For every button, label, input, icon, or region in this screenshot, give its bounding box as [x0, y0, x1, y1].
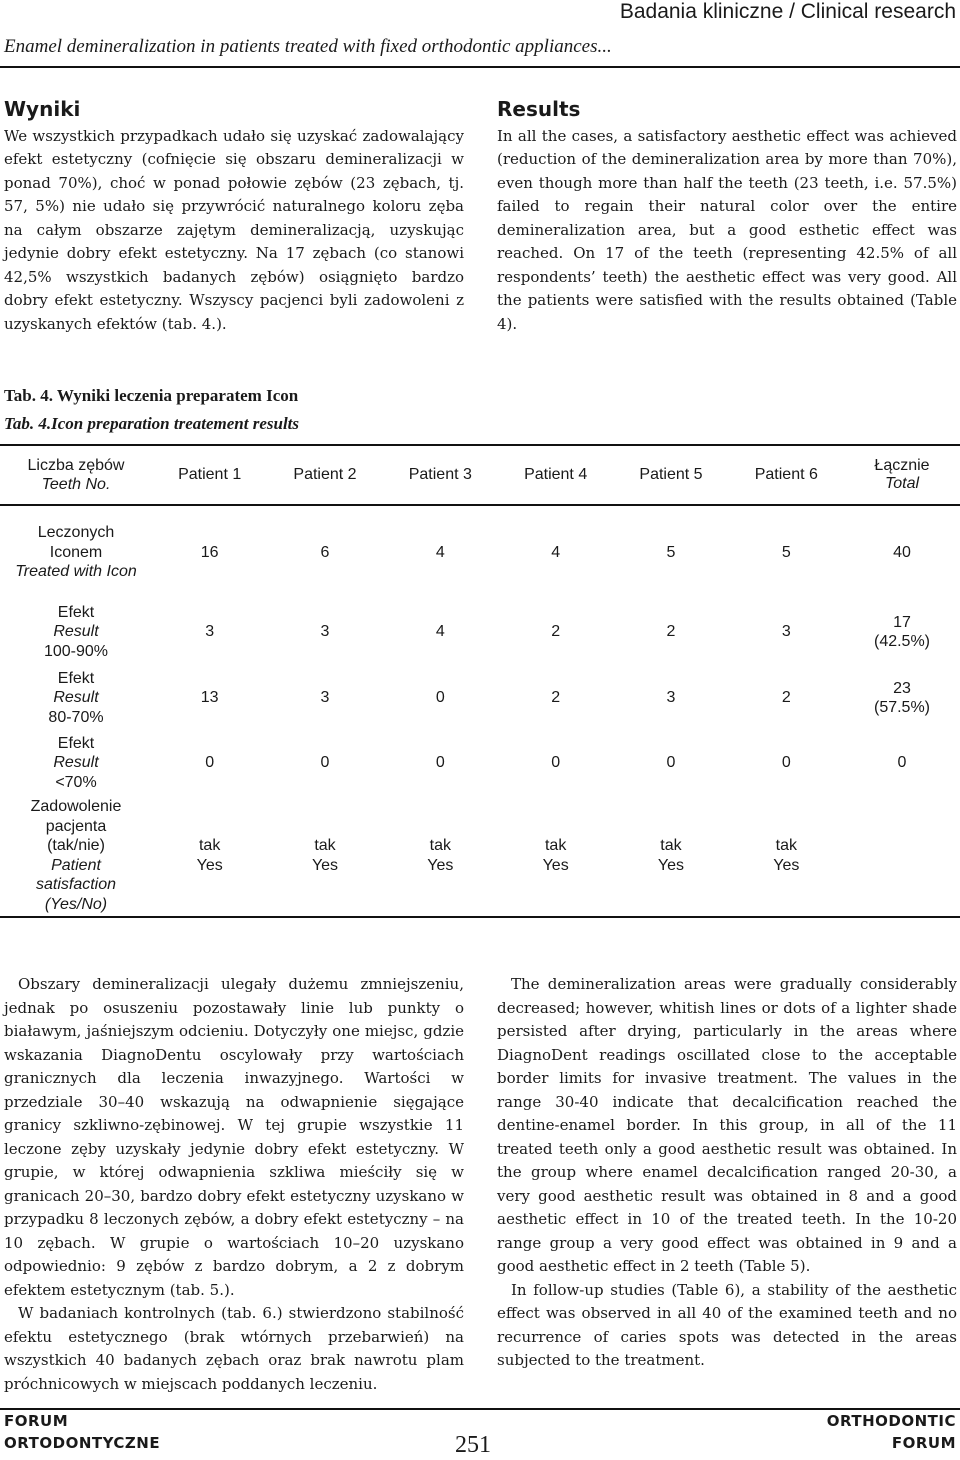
table-cell: 3: [205, 623, 215, 640]
table-cell: 0: [435, 754, 445, 771]
table-total-cell: [844, 795, 960, 917]
row-label-pl: Zadowolenie: [30, 798, 122, 815]
total-percent: (42.5%): [873, 633, 931, 650]
row-label-en: Result: [53, 689, 99, 707]
results-table: [0, 444, 960, 918]
table-cell: 2: [551, 689, 561, 706]
row-label-pl: Efekt: [57, 734, 95, 752]
value-pl: tak: [314, 837, 336, 854]
value-en: Yes: [773, 856, 800, 874]
table-row: [0, 665, 960, 731]
table-row: [0, 505, 960, 599]
table-cell: [729, 795, 844, 917]
header-total-en: Total: [884, 475, 920, 492]
value-en: Yes: [196, 856, 223, 874]
row-label: [0, 505, 152, 599]
header-rule: [0, 66, 960, 68]
results-en-heading: Results: [497, 97, 581, 121]
row-label-en: Result: [53, 623, 99, 641]
header-total-cell: [844, 445, 960, 505]
results-pl-heading: Wyniki: [4, 97, 81, 121]
table-cell: 5: [666, 543, 676, 561]
table-cell: 0: [551, 754, 561, 771]
table-cell: 13: [200, 689, 219, 706]
results-pl-section: [4, 98, 464, 336]
value-pl: tak: [660, 837, 682, 854]
table-row: [0, 599, 960, 665]
table-cell: 2: [551, 623, 561, 640]
row-label: [0, 599, 152, 665]
table-cell: [498, 795, 613, 917]
table-caption-en: Tab. 4.Icon preparation treatement results: [4, 414, 300, 433]
row-label-range: <70%: [55, 773, 97, 791]
footer-journal-pl: [4, 1410, 160, 1454]
header-patient-3: Patient 3: [383, 445, 498, 505]
header-label-cell: [0, 445, 152, 505]
row-label-range: 100-90%: [43, 642, 109, 660]
row-label-pl: Leczonych: [37, 524, 115, 542]
table-total-cell: [844, 665, 960, 731]
row-label-en: satisfaction: [35, 876, 117, 893]
running-title: Enamel demineralization in patients treated with fixed orthodontic appliances...: [4, 36, 612, 57]
value-pl: tak: [544, 837, 567, 854]
header-patient-6: Patient 6: [729, 445, 844, 505]
header-patient-2: Patient 2: [267, 445, 382, 505]
table-cell: 0: [781, 754, 791, 771]
table-cell: 4: [435, 543, 445, 561]
row-label-pl: (tak/nie): [47, 837, 105, 854]
value-en: Yes: [657, 856, 685, 874]
table-cell: 6: [320, 543, 330, 561]
value-en: Yes: [427, 856, 454, 874]
value-pl: tak: [198, 837, 221, 854]
total-percent: (57.5%): [873, 699, 931, 716]
row-label: [0, 795, 152, 917]
table-cell: [383, 795, 498, 917]
table-cell: 4: [435, 623, 445, 640]
footer-right-line-2: FORUM: [891, 1434, 956, 1452]
body-pl-paragraph-1: Obszary demineralizacji ulegały dużemu zmniejszeniu, jednak po osuszeniu pozostawały linie lub punkty o białawym, jaśniejszym odcieniu. Dotyczyły one miejsc, gdzie wskazania DiagnoDentu oscylowały przy wartościach granicznych dla leczenia inwazyjnego. Wartości w przedziale 30–40 wskazują na odwapnienie sięgające granicy szkliwno-zębinowej. W tej grupie wszystkie 11 leczone zęby uzyskały jedynie dobry efekt estetyczny. W grupie, w której odwapnienia szkliwa mieściły się w granicach 20–30, bardzo dobry efekt estetyczny uzyskano w przypadku 8 leczonych zębów, a dobry efekt estetyczny – na 10 zębach. W grupie o wartościach 10–20 uzyskano odpowiednio: 9 zębów z bardzo dobrym, a 2 z dobrym efektem estetycznym (tab. 5.).: [4, 975, 464, 1299]
footer-left-line-2: ORTODONTYCZNE: [4, 1434, 161, 1452]
header-patient-4: Patient 4: [498, 445, 613, 505]
header-label-pl: Liczba zębów: [27, 456, 125, 474]
table-total-cell: 40: [893, 543, 911, 561]
table-cell: [267, 795, 382, 917]
header-label-en: Teeth No.: [41, 476, 111, 493]
footer-journal-en: [827, 1410, 956, 1454]
header-patient-1: Patient 1: [152, 445, 267, 505]
row-label: [0, 731, 152, 795]
body-en-paragraph-1: The demineralization areas were gradually considerably decreased; however, whitish lines or dots of a lighter shade persisted after drying, particularly in the areas where DiagnoDent readings oscillated close to the acceptable border limits for invasive treatment. The values in the range 30-40 indicate that decalcification reached the dentine-enamel border. In this group, in all of the 11 treated teeth only a good aesthetic result was obtained. In the group where enamel decalcification ranged 20-30, a very good aesthetic result was obtained in 8 and a good aesthetic effect in 10 of the treated teeth. In the 10-20 range group a very good effect was obtained in 9 and a good aesthetic effect in 2 teeth (Table 5).: [497, 975, 957, 1275]
section-label: Badania kliniczne / Clinical research: [619, 0, 956, 23]
row-label-en: Result: [53, 754, 99, 772]
page-number: 251: [455, 1432, 491, 1458]
value-pl: tak: [775, 837, 797, 854]
row-label-pl: Iconem: [49, 543, 103, 561]
table-cell: 5: [781, 543, 791, 561]
row-label-pl: Efekt: [57, 603, 95, 621]
table-total-cell: 0: [897, 754, 907, 771]
table-cell: [152, 795, 267, 917]
header-total-pl: Łącznie: [874, 457, 930, 474]
row-label-en: (Yes/No): [44, 895, 108, 913]
table-cell: 16: [200, 543, 219, 561]
footer-right-line-1: ORTHODONTIC: [826, 1412, 956, 1430]
header-patient-5: Patient 5: [613, 445, 728, 505]
table-cell: 3: [320, 689, 330, 706]
table-cell: 0: [205, 754, 215, 771]
table-cell: 0: [666, 754, 676, 771]
results-pl-text: We wszystkich przypadkach udało się uzyskać zadowalający efekt estetyczny (cofnięcie się obszaru demineralizacji w ponad 70%), choć w ponad połowie zębów (23 zębach, tj. 57, 5%) nie udało się przywrócić naturalnego koloru zęba na całym obszarze zajętym demineralizacją, uzyskując jedynie dobry efekt estetyczny. Na 17 zębach (co stanowi 42,5% wszystkich badanych zębów) osiągnięto bardzo dobry efekt estetyczny. Wszyscy pacjenci byli zadowoleni z uzyskanych efektów (tab. 4.).: [4, 126, 464, 333]
results-en-text: In all the cases, a satisfactory aesthetic effect was achieved (reduction of the demineralization area by more than 70%), even though more than half the teeth (23 teeth, i.e. 57.5%) failed to regain their natural color over the entire demineralization area, but a good esthetic effect was reached. On 17 of the teeth (representing 42.5% of all respondents’ teeth) the aesthetic effect was very good. All the patients were satisfied with the results obtained (Table 4).: [497, 126, 957, 333]
row-label: [0, 665, 152, 731]
table-cell: 2: [781, 689, 791, 706]
row-label-en: Patient: [51, 856, 101, 874]
body-pl-section: [4, 973, 464, 1396]
table-cell: 0: [435, 689, 445, 706]
row-label-pl: pacjenta: [45, 817, 107, 835]
value-pl: tak: [429, 837, 451, 854]
row-label-pl: Efekt: [57, 669, 95, 687]
body-en-paragraph-2: In follow-up studies (Table 6), a stability of the aesthetic effect was observed in all 40 of the examined teeth and no recurrence of caries spots was detected in the areas subjected to the treatment.: [497, 1280, 957, 1369]
table-caption-pl: Tab. 4. Wyniki leczenia preparatem Icon: [4, 386, 299, 405]
table-row: [0, 795, 960, 917]
table-cell: 3: [781, 623, 791, 640]
value-en: Yes: [311, 856, 339, 874]
total-count: 17: [893, 613, 911, 631]
table-total-cell: [844, 599, 960, 665]
total-count: 23: [893, 679, 911, 697]
table-cell: 0: [320, 754, 330, 771]
body-pl-paragraph-2: W badaniach kontrolnych (tab. 6.) stwierdzono stabilność efektu estetycznego (brak wtórnych przebarwień) na wszystkich 40 badanych zębach oraz brak nawrotu plam próchnicowych w miejscach poddanych leczeniu.: [4, 1304, 464, 1393]
table-header-row: [0, 445, 960, 505]
table-row: [0, 731, 960, 795]
footer-left-line-1: FORUM: [4, 1412, 69, 1430]
body-en-section: [497, 973, 957, 1373]
table-cell: 2: [666, 623, 676, 640]
value-en: Yes: [542, 856, 569, 874]
row-label-en: Treated with Icon: [15, 563, 137, 581]
results-en-section: [497, 98, 957, 336]
table-cell: [613, 795, 728, 917]
table-cell: 4: [551, 543, 561, 561]
table-cell: 3: [320, 623, 330, 640]
row-label-range: 80-70%: [48, 708, 104, 726]
table-cell: 3: [666, 689, 676, 706]
